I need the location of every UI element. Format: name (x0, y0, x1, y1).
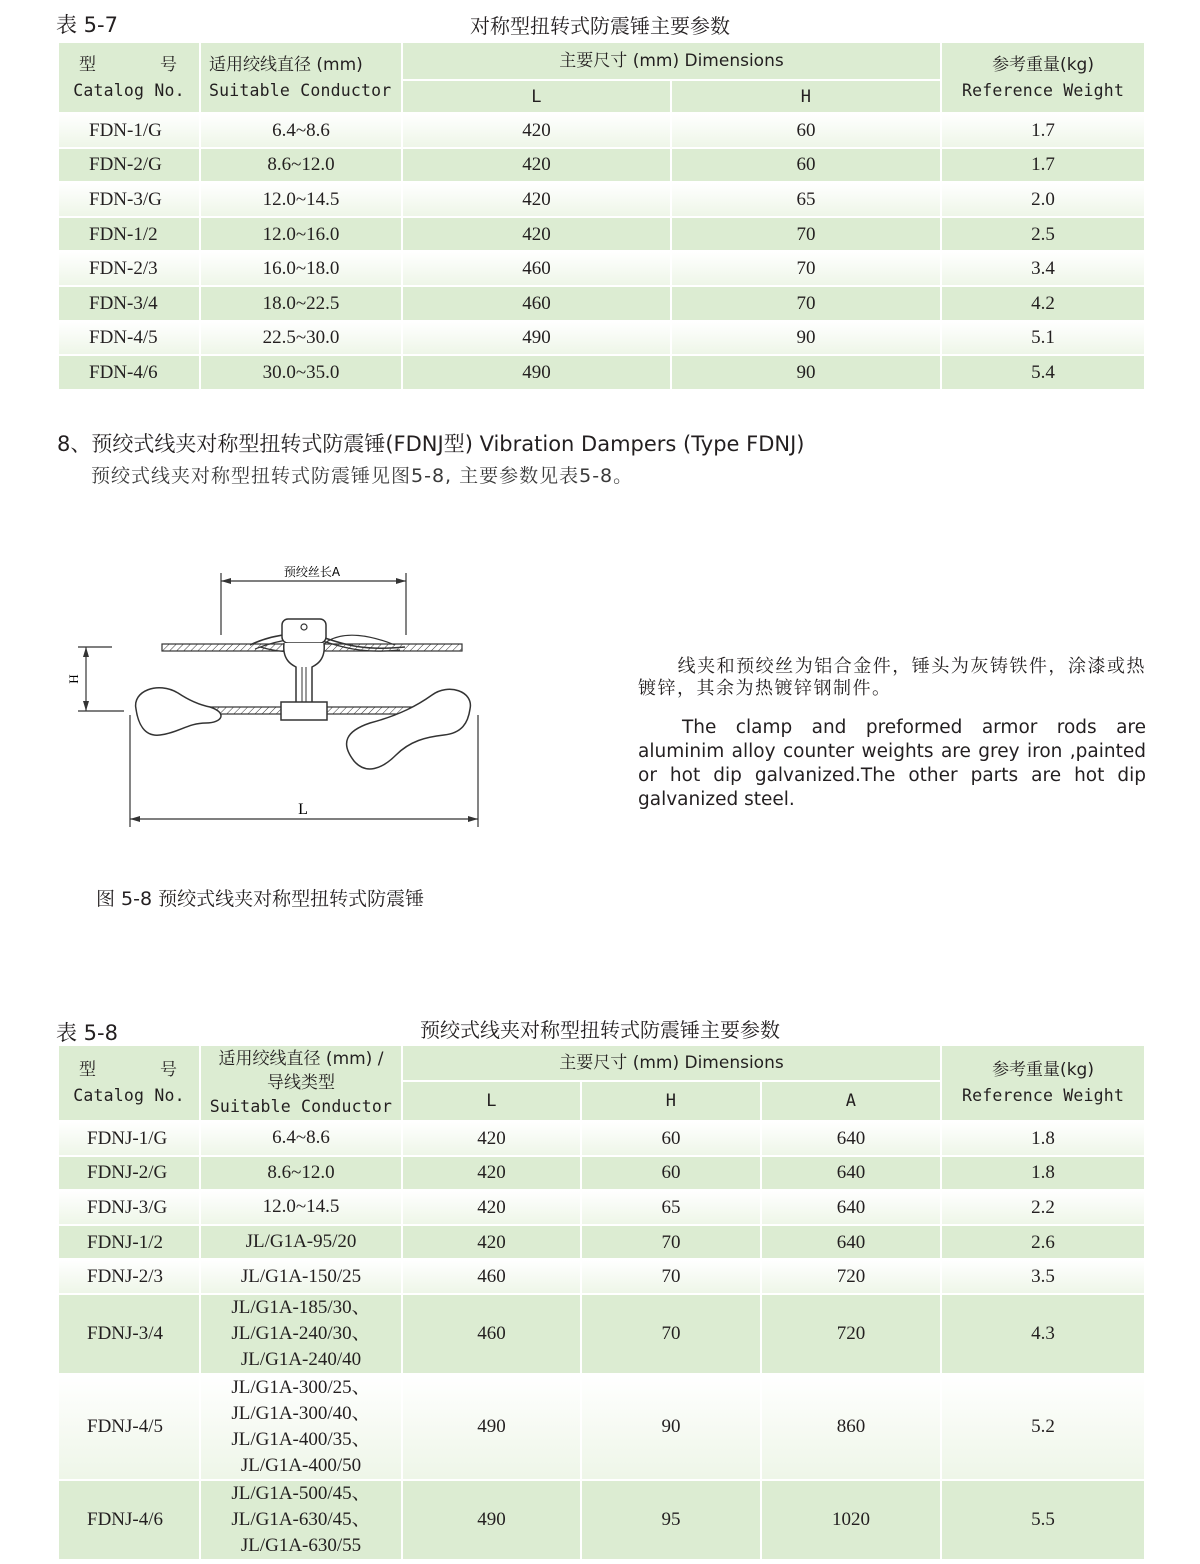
conductor-line: JL/G1A-95/20 (245, 1231, 357, 1253)
table-title: 对称型扭转式防震锤主要参数 (470, 14, 730, 38)
cell-dim-a: 640 (761, 1156, 941, 1191)
cell-model: FDN-4/5 (58, 321, 200, 356)
conductor-line: JL/G1A-630/45、 (231, 1508, 371, 1530)
header-dim-l: L (402, 1081, 581, 1121)
table-row (58, 182, 1145, 217)
cell-weight: 2.5 (941, 217, 1145, 252)
conductor-line: JL/G1A-240/40 (240, 1348, 362, 1370)
cell-dim-h: 90 (671, 355, 941, 390)
cell-conductor: 12.0~14.5 (200, 182, 402, 217)
cell-dim-a: 640 (761, 1121, 941, 1156)
cell-dim-h: 70 (671, 286, 941, 321)
cell-weight: 4.2 (941, 286, 1145, 321)
cell-dim-l: 420 (402, 1156, 581, 1191)
table-row (58, 1190, 1145, 1225)
cell-conductor (200, 1294, 402, 1374)
header-weight: 参考重量(kg) Reference Weight (941, 1045, 1145, 1121)
table-row (58, 355, 1145, 390)
cell-conductor: 18.0~22.5 (200, 286, 402, 321)
header-catalog: 型 号 Catalog No. (58, 1045, 200, 1121)
cell-dim-h: 70 (671, 217, 941, 252)
table-row (58, 321, 1145, 356)
cell-model: FDNJ-2/3 (58, 1259, 200, 1294)
cell-weight: 1.7 (941, 113, 1145, 148)
cell-weight: 5.4 (941, 355, 1145, 390)
conductor-line: 6.4~8.6 (272, 1127, 330, 1149)
table-row (58, 217, 1145, 252)
cell-weight: 3.4 (941, 251, 1145, 286)
cell-dim-l: 490 (402, 1480, 581, 1560)
cell-weight: 5.1 (941, 321, 1145, 356)
cell-dim-l: 420 (402, 148, 671, 183)
cell-model: FDNJ-4/6 (58, 1480, 200, 1560)
cell-dim-h: 60 (671, 148, 941, 183)
cell-dim-l: 420 (402, 1121, 581, 1156)
cell-dim-h: 60 (671, 113, 941, 148)
header-conductor: 适用绞线直径 (mm) Suitable Conductor (200, 42, 402, 113)
table-label: 表 5-8 (56, 1021, 118, 1045)
table-row (58, 251, 1145, 286)
cell-conductor (200, 1259, 402, 1294)
cell-dim-h: 70 (581, 1225, 761, 1260)
conductor-line: JL/G1A-185/30、 (231, 1296, 371, 1318)
cell-weight: 1.8 (941, 1156, 1145, 1191)
section-subtitle: 预绞式线夹对称型扭转式防震锤见图5-8, 主要参数见表5-8。 (91, 465, 634, 487)
header-conductor: 适用绞线直径 (mm) / 导线类型 Suitable Conductor (200, 1045, 402, 1121)
cell-conductor: 22.5~30.0 (200, 321, 402, 356)
table-row (58, 1480, 1145, 1560)
cell-model: FDN-1/G (58, 113, 200, 148)
spec-table-5-8 (57, 1044, 1146, 1561)
cell-conductor: 8.6~12.0 (200, 148, 402, 183)
cell-model: FDN-2/G (58, 148, 200, 183)
conductor-line: JL/G1A-630/55 (240, 1534, 362, 1556)
cell-dim-l: 420 (402, 1190, 581, 1225)
cell-model: FDNJ-1/2 (58, 1225, 200, 1260)
cell-dim-a: 860 (761, 1374, 941, 1480)
cell-conductor (200, 1156, 402, 1191)
cell-model: FDNJ-3/4 (58, 1294, 200, 1374)
cell-model: FDN-3/4 (58, 286, 200, 321)
cell-weight: 3.5 (941, 1259, 1145, 1294)
header-dimensions: 主要尺寸 (mm) Dimensions (402, 1045, 941, 1081)
cell-model: FDN-2/3 (58, 251, 200, 286)
table-row (58, 1259, 1145, 1294)
cell-weight: 5.5 (941, 1480, 1145, 1560)
cell-weight: 2.0 (941, 182, 1145, 217)
conductor-line: JL/G1A-300/40、 (231, 1402, 371, 1424)
cell-dim-l: 490 (402, 321, 671, 356)
label-l: L (298, 801, 308, 818)
conductor-line: JL/G1A-300/25、 (231, 1376, 371, 1398)
table-label: 表 5-7 (56, 13, 118, 37)
header-dimensions: 主要尺寸 (mm) Dimensions (402, 42, 941, 80)
cell-dim-h: 90 (671, 321, 941, 356)
table-row (58, 286, 1145, 321)
cell-conductor: 16.0~18.0 (200, 251, 402, 286)
damper-drawing (60, 555, 500, 845)
cell-dim-l: 460 (402, 1294, 581, 1374)
cell-model: FDNJ-3/G (58, 1190, 200, 1225)
cell-dim-l: 460 (402, 1259, 581, 1294)
figure-caption: 图 5-8 预绞式线夹对称型扭转式防震锤 (96, 888, 425, 910)
header-catalog: 型 号 Catalog No. (58, 42, 200, 113)
section-title: 8、预绞式线夹对称型扭转式防震锤(FDNJ型) Vibration Dampers (Type FDNJ) (57, 432, 805, 456)
cell-conductor: 30.0~35.0 (200, 355, 402, 390)
cell-dim-h: 60 (581, 1121, 761, 1156)
cell-dim-l: 420 (402, 217, 671, 252)
header-weight: 参考重量(kg) Reference Weight (941, 42, 1145, 113)
label-h: H (66, 674, 81, 684)
conductor-line: JL/G1A-240/30、 (231, 1322, 371, 1344)
cell-weight: 1.7 (941, 148, 1145, 183)
cell-dim-h: 65 (671, 182, 941, 217)
cell-conductor (200, 1225, 402, 1260)
table-row (58, 1294, 1145, 1374)
conductor-line: JL/G1A-400/35、 (231, 1428, 371, 1450)
cell-dim-l: 420 (402, 1225, 581, 1260)
cell-weight: 4.3 (941, 1294, 1145, 1374)
cell-model: FDN-1/2 (58, 217, 200, 252)
cell-model: FDN-3/G (58, 182, 200, 217)
cell-dim-h: 60 (581, 1156, 761, 1191)
cell-weight: 5.2 (941, 1374, 1145, 1480)
table-row (58, 1156, 1145, 1191)
cell-conductor (200, 1190, 402, 1225)
spec-table-5-7 (57, 41, 1146, 391)
cell-conductor (200, 1480, 402, 1560)
cell-dim-a: 640 (761, 1225, 941, 1260)
table-row (58, 1225, 1145, 1260)
table-row (58, 1374, 1145, 1480)
table-row (58, 1121, 1145, 1156)
label-a: 预绞丝长A (283, 565, 341, 579)
cell-dim-l: 460 (402, 286, 671, 321)
cell-dim-l: 490 (402, 355, 671, 390)
cell-weight: 2.2 (941, 1190, 1145, 1225)
cell-weight: 1.8 (941, 1121, 1145, 1156)
cell-model: FDNJ-1/G (58, 1121, 200, 1156)
cell-dim-a: 720 (761, 1259, 941, 1294)
cell-dim-l: 420 (402, 113, 671, 148)
conductor-line: 12.0~14.5 (262, 1196, 340, 1218)
table-title: 预绞式线夹对称型扭转式防震锤主要参数 (420, 1018, 780, 1042)
cell-model: FDNJ-4/5 (58, 1374, 200, 1480)
cell-dim-a: 640 (761, 1190, 941, 1225)
conductor-line: JL/G1A-400/50 (240, 1454, 362, 1476)
cell-dim-h: 65 (581, 1190, 761, 1225)
cell-model: FDN-4/6 (58, 355, 200, 390)
header-dim-l: L (402, 80, 671, 113)
material-note-cn: 线夹和预绞丝为铝合金件，锤头为灰铸铁件，涂漆或热镀锌，其余为热镀锌钢制件。 (638, 656, 1146, 699)
cell-conductor (200, 1121, 402, 1156)
cell-dim-a: 720 (761, 1294, 941, 1374)
table-row (58, 113, 1145, 148)
cell-dim-l: 490 (402, 1374, 581, 1480)
cell-model: FDNJ-2/G (58, 1156, 200, 1191)
conductor-line: JL/G1A-150/25 (240, 1265, 362, 1287)
material-note-en: The clamp and preformed armor rods are aluminim alloy counter weights are grey iron ,painted or hot dip galvanized.The other parts are hot dip galvanized steel. (638, 717, 1146, 810)
conductor-line: JL/G1A-500/45、 (231, 1482, 371, 1504)
cell-dim-h: 70 (581, 1294, 761, 1374)
cell-conductor (200, 1374, 402, 1480)
cell-dim-l: 460 (402, 251, 671, 286)
header-dim-h: H (581, 1081, 761, 1121)
cell-dim-h: 70 (671, 251, 941, 286)
cell-dim-h: 70 (581, 1259, 761, 1294)
cell-dim-h: 95 (581, 1480, 761, 1560)
header-dim-a: A (761, 1081, 941, 1121)
cell-weight: 2.6 (941, 1225, 1145, 1260)
header-dim-h: H (671, 80, 941, 113)
cell-dim-h: 90 (581, 1374, 761, 1480)
cell-conductor: 6.4~8.6 (200, 113, 402, 148)
table-row (58, 148, 1145, 183)
conductor-line: 8.6~12.0 (267, 1161, 335, 1183)
cell-conductor: 12.0~16.0 (200, 217, 402, 252)
cell-dim-l: 420 (402, 182, 671, 217)
cell-dim-a: 1020 (761, 1480, 941, 1560)
